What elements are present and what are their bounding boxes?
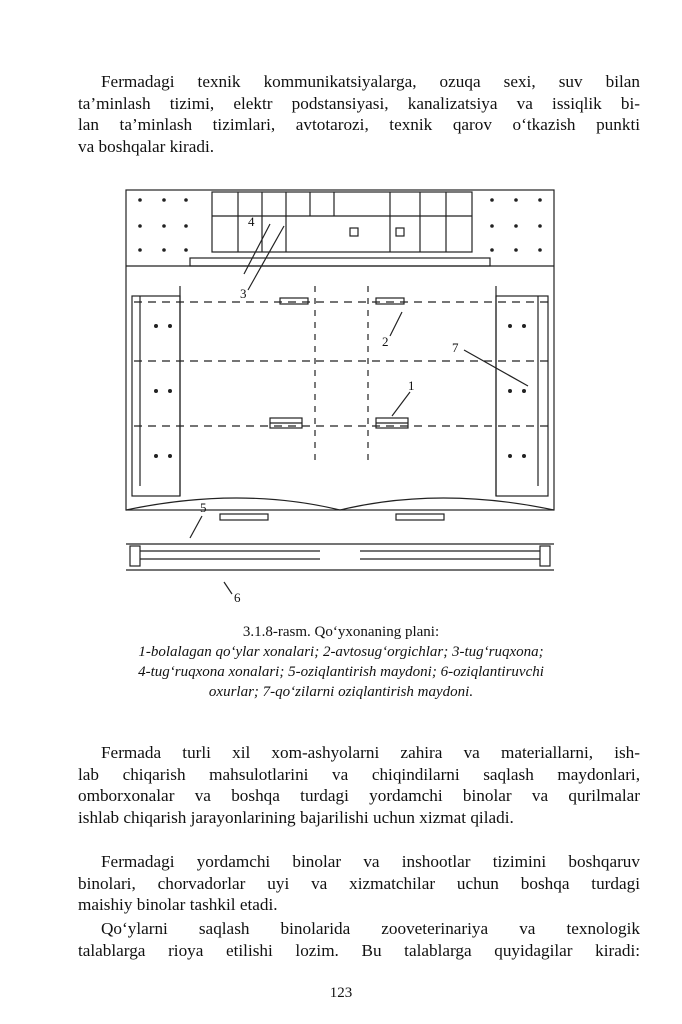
caption-line: oxurlar; 7-qo‘zilarni oziqlantirish maydoni. xyxy=(208,684,474,700)
text-line: omborxonalar va boshqa turdagi yordamchi binolar va qurilmalar xyxy=(78,786,640,805)
label-3: 3 xyxy=(240,286,247,301)
text-line: Fermadagi texnik kommunikatsiyalarga, ozuqa sexi, suv bilan xyxy=(101,72,640,91)
paragraph-storage xyxy=(78,742,640,828)
paragraph-requirements xyxy=(78,918,640,961)
text-line: Fermada turli xil xom-ashyolarni zahira va materiallarni, ish- xyxy=(101,743,640,762)
label-1: 1 xyxy=(408,378,415,393)
caption-line: 4-tug‘ruqxona xonalari; 5-oziqlantirish maydoni; 6-oziqlantiruvchi xyxy=(138,664,544,680)
text-line: Fermadagi yordamchi binolar va inshootlar tizimini boshqaruv xyxy=(101,852,640,871)
column-dots xyxy=(138,198,542,458)
text-line: lan ta’minlash tizimlari, avtotarozi, texnik qarov o‘tkazish punkti xyxy=(78,115,640,134)
building-outline xyxy=(126,190,554,510)
label-6: 6 xyxy=(234,590,241,605)
text-line: va boshqalar kiradi. xyxy=(78,136,215,156)
label-4: 4 xyxy=(248,214,255,229)
text-line: maishiy binolar tashkil etadi. xyxy=(78,895,278,914)
text-line: ta’minlash tizimi, elektr podstansiyasi, kanalizatsiya va issiqlik bi- xyxy=(78,93,640,113)
figure-caption xyxy=(60,622,622,702)
caption-title: 3.1.8-rasm. Qo‘yxonaning plani: xyxy=(242,624,440,640)
text-line: ishlab chiqarish jarayonlarining bajarilishi uchun xizmat qiladi. xyxy=(78,807,514,827)
text-line: lab chiqarish mahsulotlarini va chiqindilarni saqlash maydonlari, xyxy=(78,764,640,784)
label-2: 2 xyxy=(382,334,389,349)
text-line: binolari, chorvadorlar uyi va xizmatchilar uchun boshqa turdagi xyxy=(78,873,640,893)
barn-plan-drawing xyxy=(120,186,560,611)
text-line: Qo‘ylarni saqlash binolarida zooveterinariya va texnologik xyxy=(101,919,640,938)
paragraph-communications xyxy=(78,71,640,157)
page-number: 123 xyxy=(329,985,353,1001)
caption-line: 1-bolalagan qo‘ylar xonalari; 2-avtosug‘orgichlar; 3-tug‘ruqxona; xyxy=(138,644,544,660)
paragraph-auxiliary-buildings xyxy=(78,851,640,916)
sheep-barn-plan-figure xyxy=(120,186,560,611)
label-7: 7 xyxy=(452,340,459,355)
text-line: talablarga rioya etilishi lozim. Bu talablarga quyidagilar kiradi: xyxy=(78,940,640,960)
label-5: 5 xyxy=(200,500,207,515)
